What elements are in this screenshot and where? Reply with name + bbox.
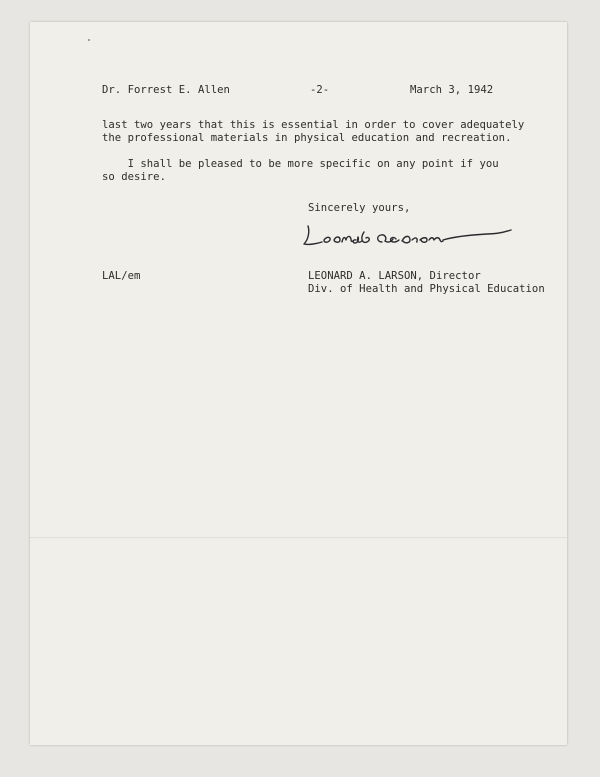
footer-signer-name-title: LEONARD A. LARSON, Director	[308, 270, 481, 282]
footer-signer-division: Div. of Health and Physical Education	[308, 283, 545, 295]
body-paragraph-2-line-2: so desire.	[102, 171, 166, 183]
header-recipient: Dr. Forrest E. Allen	[102, 84, 230, 96]
paper-fold-line	[30, 537, 567, 538]
body-paragraph-2-line-1: I shall be pleased to be more specific on any point if you	[102, 158, 499, 170]
closing-salutation: Sincerely yours,	[308, 202, 411, 214]
paper-speck	[88, 39, 90, 41]
header-date: March 3, 1942	[410, 84, 494, 96]
header-page-number: -2-	[310, 84, 330, 96]
footer-initials: LAL/em	[102, 270, 141, 282]
body-paragraph-1-line-1: last two years that this is essential in order to cover adequately	[102, 119, 525, 131]
letter-page	[30, 22, 567, 745]
handwritten-signature	[298, 218, 528, 252]
body-paragraph-1-line-2: the professional materials in physical education and recreation.	[102, 132, 512, 144]
